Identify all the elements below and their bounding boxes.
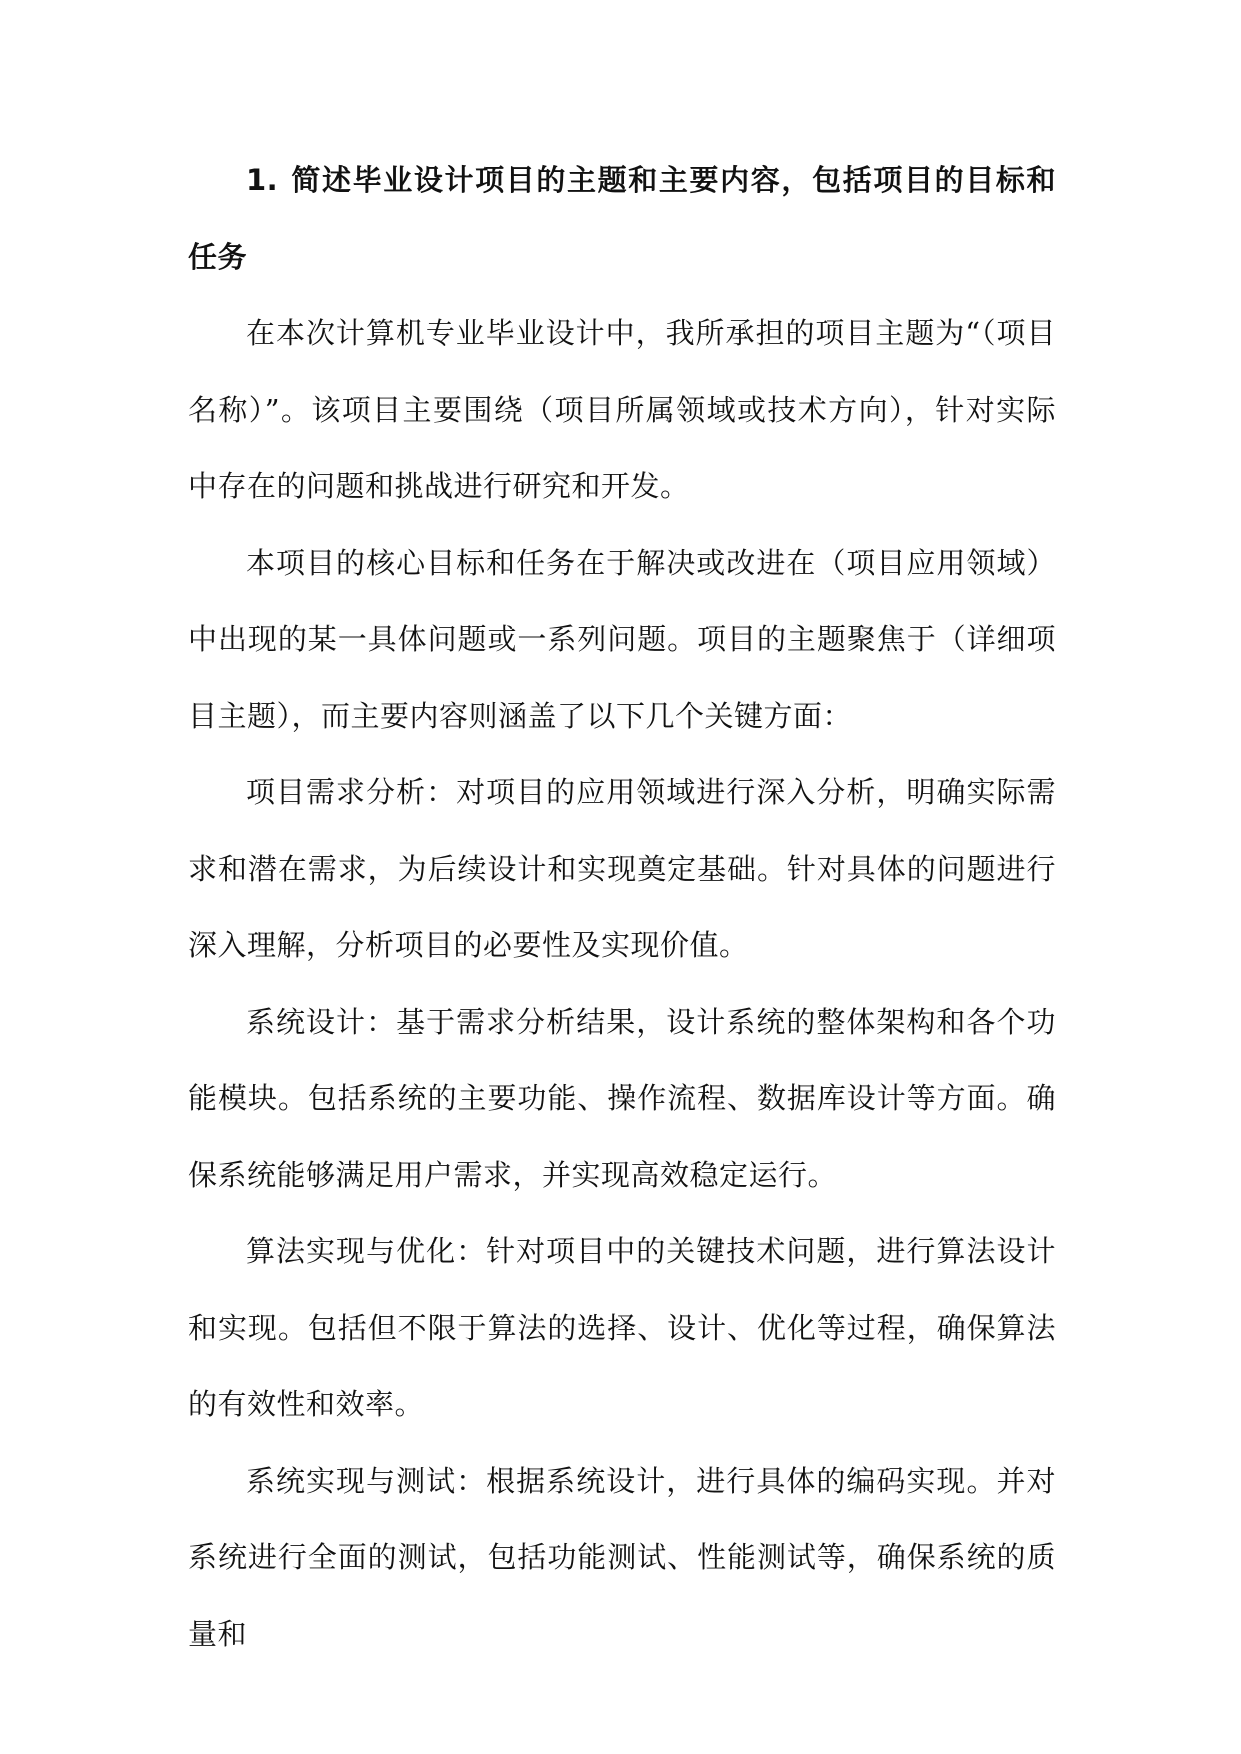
paragraph-intro: 在本次计算机专业毕业设计中，我所承担的项目主题为“（项目名称）”。该项目主要围绕（项目所属领域或技术方向），针对实际中存在的问题和挑战进行研究和开发。 — [188, 316, 1056, 503]
paragraph-requirements: 项目需求分析：对项目的应用领域进行深入分析，明确实际需求和潜在需求，为后续设计和实现奠定基础。针对具体的问题进行深入理解，分析项目的必要性及实现价值。 — [188, 775, 1056, 962]
paragraph-algorithm: 算法实现与优化：针对项目中的关键技术问题，进行算法设计和实现。包括但不限于算法的选择、设计、优化等过程，确保算法的有效性和效率。 — [188, 1234, 1056, 1421]
section-number: 1. — [246, 163, 279, 197]
document-body — [188, 142, 1056, 1672]
paragraph-goals: 本项目的核心目标和任务在于解决或改进在（项目应用领域）中出现的某一具体问题或一系列问题。项目的主题聚焦于（详细项目主题），而主要内容则涵盖了以下几个关键方面： — [188, 545, 1056, 733]
section-heading — [188, 142, 1056, 295]
paragraph-implementation: 系统实现与测试：根据系统设计，进行具体的编码实现。并对系统进行全面的测试，包括功能测试、性能测试等，确保系统的质量和 — [188, 1463, 1056, 1651]
section-title: 简述毕业设计项目的主题和主要内容，包括项目的目标和任务 — [188, 163, 1056, 274]
paragraph-system-design: 系统设计：基于需求分析结果，设计系统的整体架构和各个功能模块。包括系统的主要功能、操作流程、数据库设计等方面。确保系统能够满足用户需求，并实现高效稳定运行。 — [188, 1004, 1056, 1192]
